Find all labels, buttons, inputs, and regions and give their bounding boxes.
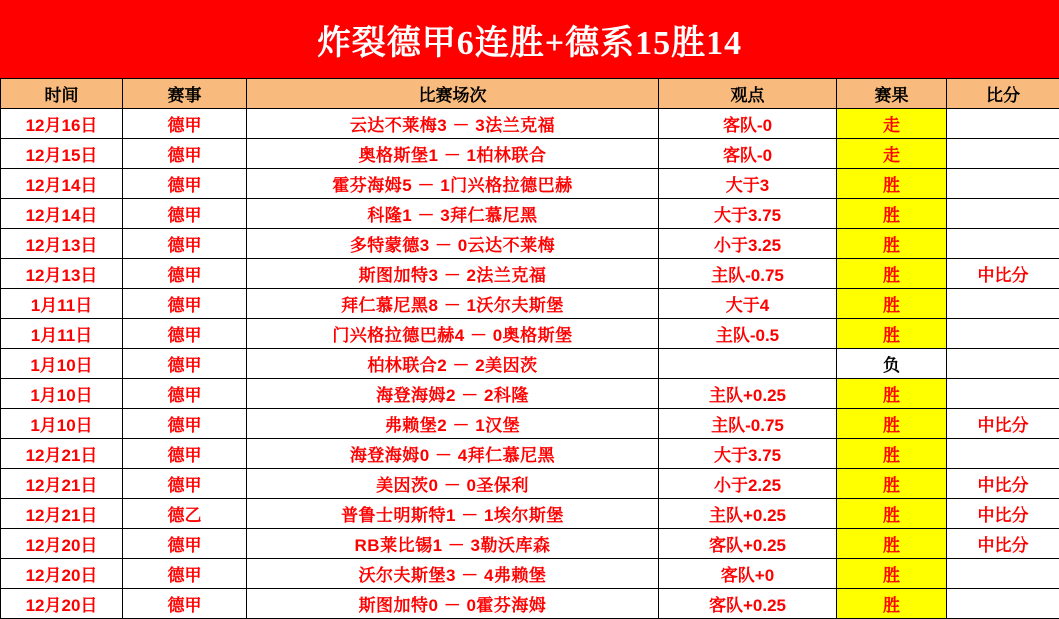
cell-result: 胜 <box>837 409 947 439</box>
cell-result: 胜 <box>837 259 947 289</box>
table-header-row <box>1 79 1059 109</box>
cell-time: 12月14日 <box>1 199 123 229</box>
cell-league: 德甲 <box>123 559 247 589</box>
cell-time: 12月16日 <box>1 109 123 139</box>
cell-time: 1月10日 <box>1 349 123 379</box>
column-header-score: 比分 <box>947 79 1059 109</box>
column-header-match: 比赛场次 <box>247 79 659 109</box>
table-body <box>1 109 1059 619</box>
cell-score <box>947 439 1059 469</box>
table-header <box>1 79 1059 109</box>
cell-time: 1月10日 <box>1 409 123 439</box>
cell-league: 德甲 <box>123 589 247 619</box>
cell-league: 德甲 <box>123 259 247 289</box>
cell-league: 德甲 <box>123 319 247 349</box>
cell-match: 柏林联合2 － 2美因茨 <box>247 349 659 379</box>
cell-match: 奥格斯堡1 － 1柏林联合 <box>247 139 659 169</box>
table-row <box>1 139 1059 169</box>
cell-view: 主队+0.25 <box>659 379 837 409</box>
cell-match: 霍芬海姆5 － 1门兴格拉德巴赫 <box>247 169 659 199</box>
cell-result: 胜 <box>837 319 947 349</box>
cell-match: 门兴格拉德巴赫4 － 0奥格斯堡 <box>247 319 659 349</box>
cell-view: 客队+0 <box>659 559 837 589</box>
column-header-time: 时间 <box>1 79 123 109</box>
cell-score <box>947 379 1059 409</box>
cell-match: 沃尔夫斯堡3 － 4弗赖堡 <box>247 559 659 589</box>
cell-time: 12月14日 <box>1 169 123 199</box>
cell-score <box>947 349 1059 379</box>
cell-league: 德甲 <box>123 439 247 469</box>
cell-result: 胜 <box>837 169 947 199</box>
cell-time: 12月20日 <box>1 529 123 559</box>
results-table <box>0 78 1059 619</box>
cell-result: 胜 <box>837 499 947 529</box>
cell-match: 斯图加特3 － 2法兰克福 <box>247 259 659 289</box>
table-row <box>1 439 1059 469</box>
table-row <box>1 349 1059 379</box>
cell-result: 胜 <box>837 199 947 229</box>
cell-league: 德甲 <box>123 139 247 169</box>
table-row <box>1 589 1059 619</box>
cell-match: 斯图加特0 － 0霍芬海姆 <box>247 589 659 619</box>
column-header-result: 赛果 <box>837 79 947 109</box>
cell-match: 海登海姆2 － 2科隆 <box>247 379 659 409</box>
cell-league: 德甲 <box>123 109 247 139</box>
banner <box>0 0 1059 78</box>
cell-match: 弗赖堡2 － 1汉堡 <box>247 409 659 439</box>
cell-score: 中比分 <box>947 259 1059 289</box>
cell-result: 胜 <box>837 229 947 259</box>
cell-league: 德甲 <box>123 229 247 259</box>
cell-view: 大于3.75 <box>659 439 837 469</box>
cell-match: RB莱比锡1 － 3勒沃库森 <box>247 529 659 559</box>
cell-view: 客队+0.25 <box>659 529 837 559</box>
cell-view: 主队-0.5 <box>659 319 837 349</box>
cell-score <box>947 169 1059 199</box>
cell-match: 多特蒙德3 － 0云达不莱梅 <box>247 229 659 259</box>
cell-time: 1月11日 <box>1 289 123 319</box>
cell-view: 客队-0 <box>659 139 837 169</box>
cell-match: 普鲁士明斯特1 － 1埃尔斯堡 <box>247 499 659 529</box>
cell-result: 胜 <box>837 559 947 589</box>
cell-score <box>947 199 1059 229</box>
cell-match: 拜仁慕尼黑8 － 1沃尔夫斯堡 <box>247 289 659 319</box>
cell-view: 主队+0.25 <box>659 499 837 529</box>
cell-match: 美因茨0 － 0圣保利 <box>247 469 659 499</box>
cell-match: 科隆1 － 3拜仁慕尼黑 <box>247 199 659 229</box>
cell-result: 胜 <box>837 589 947 619</box>
cell-time: 12月21日 <box>1 469 123 499</box>
cell-score: 中比分 <box>947 409 1059 439</box>
cell-view: 客队-0 <box>659 109 837 139</box>
cell-result: 走 <box>837 109 947 139</box>
cell-league: 德甲 <box>123 469 247 499</box>
table-row <box>1 199 1059 229</box>
column-header-league: 赛事 <box>123 79 247 109</box>
table-row <box>1 379 1059 409</box>
table-row <box>1 559 1059 589</box>
table-row <box>1 529 1059 559</box>
cell-view: 大于3.75 <box>659 199 837 229</box>
cell-league: 德甲 <box>123 199 247 229</box>
cell-score <box>947 229 1059 259</box>
cell-time: 1月10日 <box>1 379 123 409</box>
cell-view <box>659 349 837 379</box>
cell-league: 德乙 <box>123 499 247 529</box>
cell-league: 德甲 <box>123 169 247 199</box>
cell-score <box>947 289 1059 319</box>
table-row <box>1 229 1059 259</box>
table-row <box>1 169 1059 199</box>
cell-score <box>947 559 1059 589</box>
cell-result: 胜 <box>837 379 947 409</box>
column-header-view: 观点 <box>659 79 837 109</box>
table-row <box>1 409 1059 439</box>
cell-time: 12月13日 <box>1 229 123 259</box>
cell-result: 胜 <box>837 289 947 319</box>
cell-view: 主队-0.75 <box>659 259 837 289</box>
cell-time: 12月21日 <box>1 439 123 469</box>
cell-view: 小于2.25 <box>659 469 837 499</box>
cell-view: 大于4 <box>659 289 837 319</box>
cell-result: 走 <box>837 139 947 169</box>
cell-time: 12月15日 <box>1 139 123 169</box>
cell-league: 德甲 <box>123 379 247 409</box>
table-row <box>1 319 1059 349</box>
cell-result: 胜 <box>837 439 947 469</box>
cell-view: 大于3 <box>659 169 837 199</box>
cell-score: 中比分 <box>947 469 1059 499</box>
cell-score <box>947 109 1059 139</box>
cell-result: 负 <box>837 349 947 379</box>
table-row <box>1 499 1059 529</box>
table-row <box>1 469 1059 499</box>
cell-score: 中比分 <box>947 529 1059 559</box>
cell-time: 12月13日 <box>1 259 123 289</box>
cell-view: 客队+0.25 <box>659 589 837 619</box>
cell-result: 胜 <box>837 529 947 559</box>
table-row <box>1 259 1059 289</box>
table-row <box>1 109 1059 139</box>
cell-view: 主队-0.75 <box>659 409 837 439</box>
table-row <box>1 289 1059 319</box>
cell-result: 胜 <box>837 469 947 499</box>
cell-score: 中比分 <box>947 499 1059 529</box>
banner-title: 炸裂德甲6连胜+德系15胜14 <box>317 15 742 64</box>
cell-league: 德甲 <box>123 409 247 439</box>
cell-score <box>947 589 1059 619</box>
cell-time: 1月11日 <box>1 319 123 349</box>
cell-league: 德甲 <box>123 289 247 319</box>
cell-match: 云达不莱梅3 － 3法兰克福 <box>247 109 659 139</box>
cell-time: 12月20日 <box>1 589 123 619</box>
cell-score <box>947 319 1059 349</box>
cell-time: 12月21日 <box>1 499 123 529</box>
cell-league: 德甲 <box>123 349 247 379</box>
cell-view: 小于3.25 <box>659 229 837 259</box>
cell-match: 海登海姆0 － 4拜仁慕尼黑 <box>247 439 659 469</box>
cell-score <box>947 139 1059 169</box>
cell-league: 德甲 <box>123 529 247 559</box>
cell-time: 12月20日 <box>1 559 123 589</box>
